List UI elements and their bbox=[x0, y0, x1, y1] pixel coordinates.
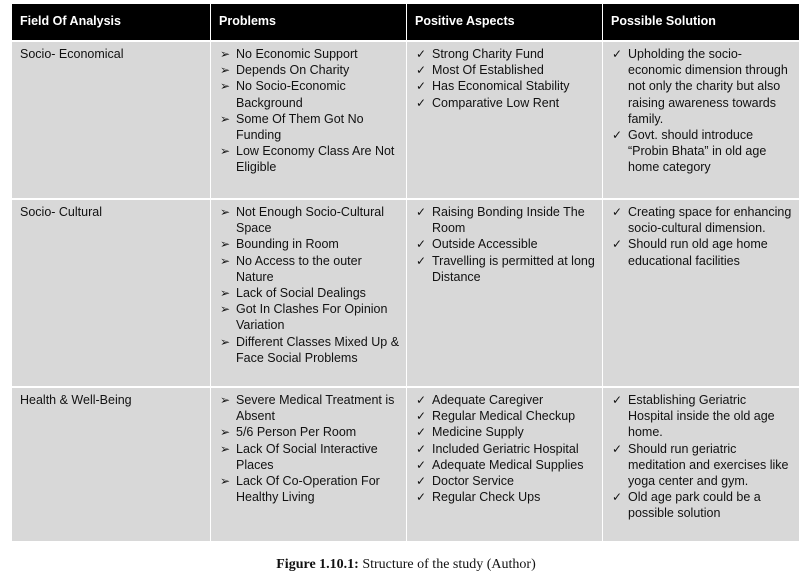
list-item bbox=[219, 204, 400, 236]
positives-cell bbox=[406, 200, 602, 386]
list-item-text: Creating space for enhancing socio-cultural dimension. bbox=[628, 205, 792, 236]
arrow-bullet-icon: ➢ bbox=[220, 302, 231, 317]
list-item-text: Govt. should introduce “Probin Bhata” in old age home category bbox=[628, 128, 767, 175]
list-item bbox=[415, 424, 596, 440]
check-icon: ✓ bbox=[612, 393, 623, 407]
list-item bbox=[415, 408, 596, 424]
list-item bbox=[219, 392, 400, 424]
list-item-text: Should run old age home educational facilities bbox=[628, 237, 768, 268]
list-item bbox=[219, 236, 400, 252]
list-item-text: Severe Medical Treatment is Absent bbox=[236, 393, 395, 424]
list-item-text: Adequate Caregiver bbox=[432, 393, 544, 407]
problems-cell bbox=[210, 42, 406, 198]
header-problems: Problems bbox=[210, 4, 406, 40]
list-item bbox=[219, 441, 400, 473]
list-item-text: Most Of Established bbox=[432, 63, 544, 78]
list-item bbox=[219, 301, 400, 333]
check-icon: ✓ bbox=[416, 253, 427, 268]
list-item bbox=[415, 441, 596, 457]
arrow-bullet-icon: ➢ bbox=[220, 253, 231, 268]
list-item bbox=[219, 111, 400, 143]
header-field-of-analysis: Field Of Analysis bbox=[20, 14, 121, 28]
check-icon: ✓ bbox=[416, 409, 427, 424]
caption-text: Structure of the study (Author) bbox=[362, 557, 536, 572]
arrow-bullet-icon: ➢ bbox=[220, 441, 231, 456]
check-icon: ✓ bbox=[416, 425, 427, 440]
caption-label: Figure 1.10.1: bbox=[276, 557, 359, 572]
table-row bbox=[12, 388, 799, 543]
list-item-text: Strong Charity Fund bbox=[432, 47, 544, 61]
list-item-text: Should run geriatric meditation and exercises like yoga center and gym. bbox=[628, 441, 789, 489]
list-item bbox=[219, 334, 400, 366]
list-item bbox=[219, 78, 400, 110]
list-item-text: Outside Accessible bbox=[432, 237, 538, 252]
check-icon: ✓ bbox=[416, 393, 427, 407]
list-item-text: Raising Bonding Inside The Room bbox=[432, 205, 585, 236]
header-positive-aspects: Positive Aspects bbox=[406, 4, 602, 40]
solutions-cell bbox=[602, 42, 799, 198]
list-item bbox=[415, 95, 596, 111]
list-item bbox=[219, 424, 400, 440]
list-item-text: Doctor Service bbox=[432, 474, 514, 489]
list-item bbox=[415, 46, 596, 62]
check-icon: ✓ bbox=[416, 474, 427, 489]
check-icon: ✓ bbox=[416, 95, 427, 110]
field-cell: Socio- Economical bbox=[20, 47, 124, 61]
list-item-text: Regular Check Ups bbox=[432, 490, 541, 505]
arrow-bullet-icon: ➢ bbox=[220, 393, 231, 407]
list-item-text: Lack of Social Dealings bbox=[236, 286, 366, 301]
list-item-text: No Access to the outer Nature bbox=[236, 253, 362, 284]
list-item-text: Comparative Low Rent bbox=[432, 95, 560, 110]
positives-cell bbox=[406, 42, 602, 198]
list-item-text: Upholding the socio-economic dimension through not only the charity but also raising awareness towards family. bbox=[628, 47, 788, 126]
list-item bbox=[415, 473, 596, 489]
list-item bbox=[415, 392, 596, 408]
list-item-text: Low Economy Class Are Not Eligible bbox=[236, 144, 395, 175]
table-header-row bbox=[12, 4, 799, 42]
check-icon: ✓ bbox=[612, 205, 623, 219]
list-item-text: No Socio-Economic Background bbox=[236, 79, 346, 110]
problems-cell bbox=[210, 200, 406, 386]
list-item bbox=[415, 62, 596, 78]
list-item-text: Medicine Supply bbox=[432, 425, 524, 440]
list-item-text: Included Geriatric Hospital bbox=[432, 441, 579, 456]
list-item bbox=[415, 489, 596, 505]
problems-cell bbox=[210, 388, 406, 541]
arrow-bullet-icon: ➢ bbox=[220, 47, 231, 61]
header-possible-solution: Possible Solution bbox=[602, 4, 799, 40]
arrow-bullet-icon: ➢ bbox=[220, 144, 231, 159]
list-item-text: Some Of Them Got No Funding bbox=[236, 111, 364, 143]
list-item bbox=[611, 204, 793, 236]
arrow-bullet-icon: ➢ bbox=[220, 111, 231, 126]
list-item-text: Establishing Geriatric Hospital inside the old age home. bbox=[628, 393, 775, 440]
check-icon: ✓ bbox=[416, 205, 427, 219]
check-icon: ✓ bbox=[612, 441, 623, 456]
list-item bbox=[611, 46, 793, 127]
list-item bbox=[415, 236, 596, 252]
field-cell: Socio- Cultural bbox=[20, 205, 102, 219]
check-icon: ✓ bbox=[416, 63, 427, 78]
list-item-text: 5/6 Person Per Room bbox=[236, 425, 357, 440]
list-item-text: Regular Medical Checkup bbox=[432, 409, 576, 424]
list-item bbox=[219, 473, 400, 505]
list-item-text: Different Classes Mixed Up & Face Social Problems bbox=[236, 334, 400, 365]
list-item bbox=[219, 285, 400, 301]
check-icon: ✓ bbox=[416, 490, 427, 505]
list-item-text: Bounding in Room bbox=[236, 237, 339, 252]
arrow-bullet-icon: ➢ bbox=[220, 237, 231, 252]
list-item bbox=[611, 127, 793, 176]
check-icon: ✓ bbox=[416, 441, 427, 456]
list-item-text: Travelling is permitted at long Distance bbox=[432, 253, 595, 284]
list-item bbox=[611, 236, 793, 268]
arrow-bullet-icon: ➢ bbox=[220, 205, 231, 219]
list-item-text: Not Enough Socio-Cultural Space bbox=[236, 205, 384, 236]
list-item-text: Old age park could be a possible solution bbox=[628, 490, 761, 521]
arrow-bullet-icon: ➢ bbox=[220, 425, 231, 440]
list-item bbox=[415, 204, 596, 236]
table-row bbox=[12, 200, 799, 388]
list-item bbox=[611, 441, 793, 490]
field-cell: Health & Well-Being bbox=[20, 393, 132, 407]
list-item-text: No Economic Support bbox=[236, 47, 358, 61]
list-item bbox=[219, 62, 400, 78]
list-item bbox=[415, 78, 596, 94]
list-item bbox=[219, 253, 400, 285]
check-icon: ✓ bbox=[416, 79, 427, 94]
positives-cell bbox=[406, 388, 602, 541]
figure-caption bbox=[0, 557, 812, 573]
analysis-table bbox=[12, 4, 799, 543]
list-item-text: Depends On Charity bbox=[236, 63, 350, 78]
list-item-text: Got In Clashes For Opinion Variation bbox=[236, 302, 388, 333]
list-item bbox=[415, 253, 596, 285]
solutions-cell bbox=[602, 200, 799, 386]
check-icon: ✓ bbox=[612, 47, 623, 61]
arrow-bullet-icon: ➢ bbox=[220, 334, 231, 349]
list-item-text: Adequate Medical Supplies bbox=[432, 457, 584, 472]
check-icon: ✓ bbox=[416, 47, 427, 61]
check-icon: ✓ bbox=[612, 490, 623, 505]
table-row bbox=[12, 42, 799, 200]
check-icon: ✓ bbox=[612, 128, 623, 143]
check-icon: ✓ bbox=[416, 237, 427, 252]
arrow-bullet-icon: ➢ bbox=[220, 63, 231, 78]
check-icon: ✓ bbox=[416, 457, 427, 472]
list-item bbox=[611, 489, 793, 521]
list-item-text: Lack Of Co-Operation For Healthy Living bbox=[236, 474, 380, 505]
arrow-bullet-icon: ➢ bbox=[220, 286, 231, 301]
list-item-text: Lack Of Social Interactive Places bbox=[236, 441, 378, 472]
list-item bbox=[219, 143, 400, 175]
list-item bbox=[415, 457, 596, 473]
list-item bbox=[219, 46, 400, 62]
check-icon: ✓ bbox=[612, 237, 623, 252]
list-item bbox=[611, 392, 793, 441]
list-item-text: Has Economical Stability bbox=[432, 79, 570, 94]
solutions-cell bbox=[602, 388, 799, 541]
arrow-bullet-icon: ➢ bbox=[220, 474, 231, 489]
arrow-bullet-icon: ➢ bbox=[220, 79, 231, 94]
